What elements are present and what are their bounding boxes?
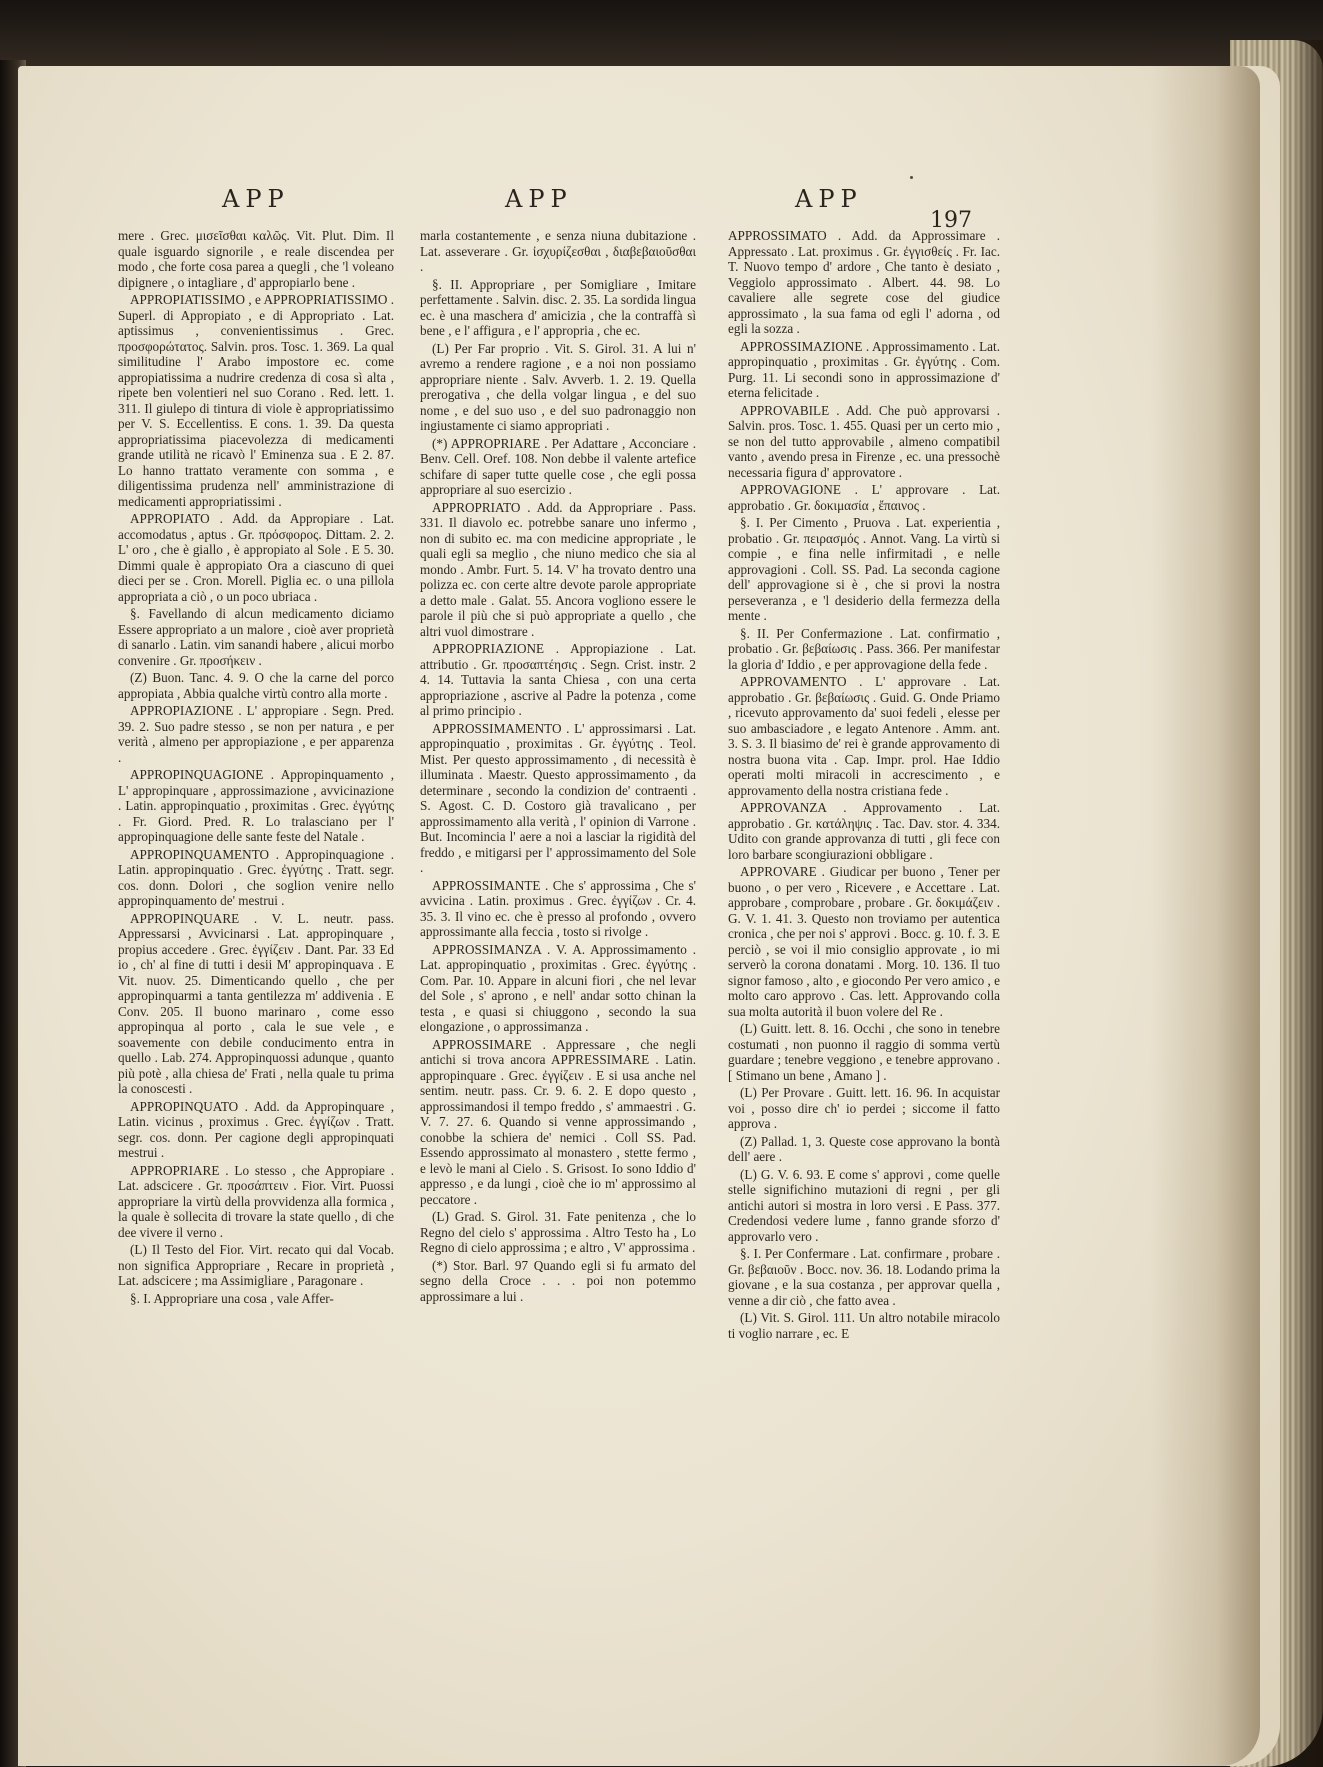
dictionary-entry: §. II. Appropriare , per Somigliare , Imitare perfettamente . Salvin. disc. 2. 35. La sordida lingua ec. è una maschera d' amicizia , che la contraffà sì bene , e l' affigura , e l' appropria , che ec. — [420, 276, 696, 338]
dictionary-entry: APPROPINQUAMENTO . Appropinquagione . Latin. appropinquatio . Grec. ἐγγύτης . Tratt. segr. cos. donn. Dolori , che soglion venire nello appropinquamento de' mestrui . — [118, 846, 394, 908]
page-number: 197 — [930, 208, 972, 233]
dictionary-entry: (*) APPROPRIARE . Per Adattare , Acconciare . Benv. Cell. Oref. 108. Non debbe il valente artefice schifare di saper tutte quelle cose , che egli possa appropriare al suo esercizio . — [420, 435, 696, 497]
dictionary-entry: APPROSSIMANZA . V. A. Approssimamento . Lat. appropinquatio , proximitas . Grec. ἐγγύτης . Com. Par. 10. Appare in alcuni fiori , che nel levar del Sole , s' aprono , e nell' andar sotto chinan la testa , e quasi si chiuggono , secondo la sua elongazione , o approssimanza . — [420, 941, 696, 1034]
dictionary-entry: APPROPIATISSIMO , e APPROPRIATISSIMO . Superl. di Appropiato , e di Appropriato . Lat. aptissimus , convenientissimus . Grec. προσφορώτατος. Salvin. pros. Tosc. 1. 369. La qual similitudine l' Arabo impostore ec. come appropiatissima a nudrire credenza di cosa sì alta , ripete ben volentieri nel suo Corano . Red. lett. 1. 311. Il giulepo di tintura di viole è appropriatissimo per V. S. Eccellentiss. E cons. 1. 39. Da questa appropriatissima piacevolezza di medicamenti grande utilità ne ricavò l' Eminenza sua . E 2. 87. Lo hanno trattato veramente con somma , e diligentissima prudenza nell' amministrazione di medicamenti appropriatissimi . — [118, 292, 394, 509]
dictionary-entry: (L) Per Provare . Guitt. lett. 16. 96. In acquistar voi , posso dire ch' io perdei ; siccome il fatto approva . — [728, 1085, 1000, 1131]
dictionary-entry: APPROPINQUAGIONE . Appropinquamento , L' appropinquare , approssimazione , avvicinazione . Latin. appropinquatio , proximitas . Grec. ἐγγύτης . Fr. Giord. Pred. R. Lo tralasciano per l' appropinquagione delle sante feste del Natale . — [118, 767, 394, 844]
column-middle — [420, 228, 696, 1306]
dictionary-entry: APPROVANZA . Approvamento . Lat. approbatio . Gr. κατάληψις . Tac. Dav. stor. 4. 334. Udito con grande approvanza di tutti , gli fece con loro barbare scongiurazioni obbligare . — [728, 800, 1000, 862]
dictionary-entry: APPROPRIATO . Add. da Appropriare . Pass. 331. Il diavolo ec. potrebbe sanare uno infermo , non di subito ec. ma con medicine appropriate , le quali egli sa meglio , che niuno medico che sia al mondo . Ambr. Furt. 5. 14. V' ha trovato dentro una polizza ec. con certe altre devote parole appropriate a detto male . Galat. 55. Ancora vogliono essere le parole il più che si può appropriate a quello , che altri vuol dimostrare . — [420, 499, 696, 639]
dictionary-entry: §. I. Appropriare una cosa , vale Affer- — [130, 1290, 334, 1306]
dictionary-entry: (Z) Buon. Tanc. 4. 9. O che la carne del porco appropiata , Abbia qualche virtù contro alla morte . — [118, 670, 394, 701]
page-edge-shading — [1150, 66, 1260, 1766]
dictionary-entry: §. I. Per Confermare . Lat. confirmare , probare . Gr. βεβαιοῦν . Bocc. nov. 36. 18. Lodando prima la giovane , e la sua costanza , per approvar quella , venne a dir ciò , che fatto avea . — [728, 1246, 1000, 1308]
header-left: APP — [222, 185, 290, 213]
dictionary-entry: (L) Vit. S. Girol. 111. Un altro notabile miracolo ti voglio narrare , ec. E — [728, 1310, 1000, 1341]
dictionary-entry: mere . Grec. μισεῖσθαι καλῶς. Vit. Plut. Dim. Il quale isguardo signorile , e reale discendea per modo , che forte cosa parea a quegli , che 'l voleano dipignere , o intagliare , d' appropiarlo bene . — [118, 228, 394, 290]
column-left — [118, 228, 394, 1308]
dictionary-entry: APPROVARE . Giudicar per buono , Tener per buono , o per vero , Ricevere , e Accettare . Lat. approbare , comprobare , probare . Gr. δοκιμάζειν . G. V. 1. 41. 3. Questo non troviamo per autentica cronica , che per noi s' approvi . Bocc. g. 10. f. 3. E perciò , se voi il mio consiglio approvate , io mi serverò la corona donatami . Morg. 10. 136. Il tuo signor famoso , alto , e giocondo Per vero amico , e molto caro approvo . Cas. lett. Approvando colla sua molta autorità il buon volere del Re . — [728, 864, 1000, 1019]
dictionary-entry: (L) Guitt. lett. 8. 16. Occhi , che sono in tenebre costumati , non puonno il raggio di somma vertù guardare ; tenebre veggiono , e tenebre approvano . [ Stimano un bene , Amano ] . — [728, 1021, 1000, 1083]
dictionary-entry: §. Favellando di alcun medicamento diciamo Essere appropriato a un malore , cioè aver proprietà di sanarlo . Latin. vim sanandi habere , alicui morbo convenire . Gr. προσήκειν . — [118, 606, 394, 668]
column-right — [728, 228, 1000, 1343]
dictionary-entry: (L) Grad. S. Girol. 31. Fate penitenza , che lo Regno del cielo s' approssima . Altro Testo ha , Lo Regno di cielo approssima ; e altro , V' approssima . — [420, 1209, 696, 1255]
dictionary-entry: APPROVABILE . Add. Che può approvarsi . Salvin. pros. Tosc. 1. 455. Quasi per un certo mio , se non del tutto approvabile , almeno compatibil vanto , avendo presa in Firenze , ec. una pressochè necessaria figura d' approvatore . — [728, 402, 1000, 480]
dictionary-entry: APPROPINQUARE . V. L. neutr. pass. Appressarsi , Avvicinarsi . Lat. appropinquare , propius accedere . Grec. ἐγγίζειν . Dant. Par. 33 Ed io , ch' al fine di tutti i desii M' appropinquava . E Vit. nuov. 25. Dimenticando quello , che per appropinquarmi a tanta gentilezza m' addivenia . E Conv. 205. Il buono marinaro , come esso appropinqua al porto , cala le sue vele , e soavemente con debile conducimento entra in quello . Lab. 274. Appropinquossi adunque , quanto più potè , alla chiesa de' Frati , nella quale tu prima la conoscesti . — [118, 910, 394, 1096]
dictionary-entry: (Z) Pallad. 1, 3. Queste cose approvano la bontà dell' aere . — [728, 1133, 1000, 1164]
dictionary-entry: (L) Per Far proprio . Vit. S. Girol. 31. A lui n' avremo a rendere ragione , e a noi non possiamo appropriare niente . Salv. Avverb. 1. 2. 19. Quella prerogativa , che della volgar lingua , e del suo nome , e del suo uso , e del suo padronaggio non ingiustamente ci siamo appropriati . — [420, 340, 696, 433]
dictionary-entry: marla costantemente , e senza niuna dubitazione . Lat. asseverare . Gr. ἰσχυρίζεσθαι , διαβεβαιοῦσθαι . — [420, 228, 696, 274]
dictionary-entry: APPROVAMENTO . L' approvare . Lat. approbatio . Gr. βεβαίωσις . Guid. G. Onde Priamo , ricevuto approvamento da' suoi fedeli , elesse per suo ambasciadore , e legato Antenore . Amm. ant. 3. S. 3. Il biasimo de' rei è grande approvamento di nostra buona vita . Cap. Impr. prol. Hae Iddio operati molti miracoli in accrescimento , e approvamento della nostra cristiana fede . — [728, 674, 1000, 798]
dictionary-entry: APPROSSIMANTE . Che s' approssima , Che s' avvicina . Latin. proximus . Grec. ἐγγίζων . Cr. 4. 35. 3. Il vino ec. che è presso al profondo , ovvero approssimante alla feccia , tosto si rivolge . — [420, 877, 696, 939]
dictionary-entry: APPROPIATO . Add. da Appropiare . Lat. accomodatus , aptus . Gr. πρόσφορος. Dittam. 2. 2. L' oro , che è giallo , è appropiato al Sole . E 5. 30. Dimmi quale è appropiato Ora a ciascuno di quei dieci per se . Cron. Morell. Piglia ec. o una pillola appropriata a ciò , o un poco ubriaca . — [118, 511, 394, 604]
header-middle: APP — [505, 185, 573, 213]
dictionary-entry: (L) Il Testo del Fior. Virt. recato qui dal Vocab. non significa Appropriare , Recare in proprietà , Lat. adscicere ; ma Assimigliare , Paragonare . — [118, 1242, 394, 1288]
dictionary-entry: APPROSSIMAZIONE . Approssimamento . Lat. appropinquatio , proximitas . Gr. ἐγγύτης . Com. Purg. 11. Li secondi sono in approssimazione d' eterna felicitade . — [728, 338, 1000, 400]
dictionary-entry: APPROPINQUATO . Add. da Appropinquare , Latin. vicinus , proximus . Grec. ἐγγίζων . Tratt. segr. cos. donn. Per cagione degli appropinquati mestrui . — [118, 1098, 394, 1160]
dictionary-entry: APPROPRIAZIONE . Appropiazione . Lat. attributio . Gr. προσαπτέησις . Segn. Crist. instr. 2 4. 14. Tuttavia la santa Chiesa , con una certa appropriazione , ascrive al Padre la potenza , come al primo principio . — [420, 641, 696, 718]
dictionary-entry: APPROPIAZIONE . L' appropiare . Segn. Pred. 39. 2. Suo padre stesso , se non per natura , e per verità , almeno per appropiazione , e per apparenza . — [118, 703, 394, 765]
dictionary-entry: APPROVAGIONE . L' approvare . Lat. approbatio . Gr. δοκιμασία , ἔπαινος . — [728, 482, 1000, 513]
dictionary-entry: APPROSSIMATO . Add. da Approssimare . Appressato . Lat. proximus . Gr. ἐγγισθείς . Fr. Iac. T. Nuovo tempo d' ardore , Che tanto è desiato , Veggiolo approssimato . Albert. 44. 98. Lo cavaliere alle segrete cose del giudice approssimato , la sua fama od egli l' adorna , od egli la sozza . — [728, 228, 1000, 336]
ink-speck — [910, 176, 913, 179]
dictionary-entry: APPROPRIARE . Lo stesso , che Appropiare . Lat. adscicere . Gr. προσάπτειν . Fior. Virt. Puossi appropriare la virtù della provvidenza alla formica , la quale è sollecita di trovare la state quello , di che dee vivere il verno . — [118, 1162, 394, 1240]
page-stack-shadow — [1290, 40, 1323, 1767]
dictionary-entry: (*) Stor. Barl. 97 Quando egli si fu armato del segno della Croce . . . poi non potemmo approssimare a lui . — [420, 1257, 696, 1304]
dictionary-entry: (L) G. V. 6. 93. E come s' approvi , come quelle stelle significhino mutazioni di regni , per gli antichi autori si mostra in loro versi . E Pass. 377. Credendosi vedere lume , fanno grande sforzo d' approvarlo vero . — [728, 1166, 1000, 1244]
dictionary-entry: §. II. Per Confermazione . Lat. confirmatio , probatio . Gr. βεβαίωσις . Pass. 366. Per manifestar la gloria d' Iddio , e per approvagione della fede . — [728, 625, 1000, 672]
dictionary-entry: APPROSSIMARE . Appressare , che negli antichi si trova ancora APPRESSIMARE . Latin. appropinquare . Grec. ἐγγίζειν . E si usa anche nel sentim. neutr. pass. Cr. 9. 6. 2. E dopo questo , approssimandosi il tempo freddo , s' ammaestri . G. V. 7. 27. 6. Quando si venne approssimando , conobbe la schiera de' nemici . Coll SS. Pad. Essendo approssimato al monastero , stette fermo , e levò le mani al Cielo . S. Grisost. Io sono Iddio d' appresso , e da lungi , cioè che io m' approssimo al peccatore . — [420, 1036, 696, 1207]
dictionary-entry: APPROSSIMAMENTO . L' approssimarsi . Lat. appropinquatio , proximitas . Gr. ἐγγύτης . Teol. Mist. Per questo approssimamento , di necessità è illuminata . Maestr. Questo approssimamento , da determinare , secondo la condizion de' contraenti . S. Agost. C. D. Costoro già travalicano , per approssimamento alla verità , l' opinion di Varrone . But. Incomincia l' aere a noi a lasciar la rigidità del freddo , e mitigarsi per l' approssimamento del Sole . — [420, 720, 696, 875]
header-right: APP — [795, 185, 863, 213]
dictionary-entry: §. I. Per Cimento , Pruova . Lat. experientia , probatio . Gr. πειρασμός . Annot. Vang. La virtù si compie , e fina nelle infirmitadi , e nelle approvagioni . Coll. SS. Pad. La seconda cagione dell' approvagione si è , che si provi la nostra perseveranza , e 'l desiderio della fermezza della mente . — [728, 515, 1000, 623]
